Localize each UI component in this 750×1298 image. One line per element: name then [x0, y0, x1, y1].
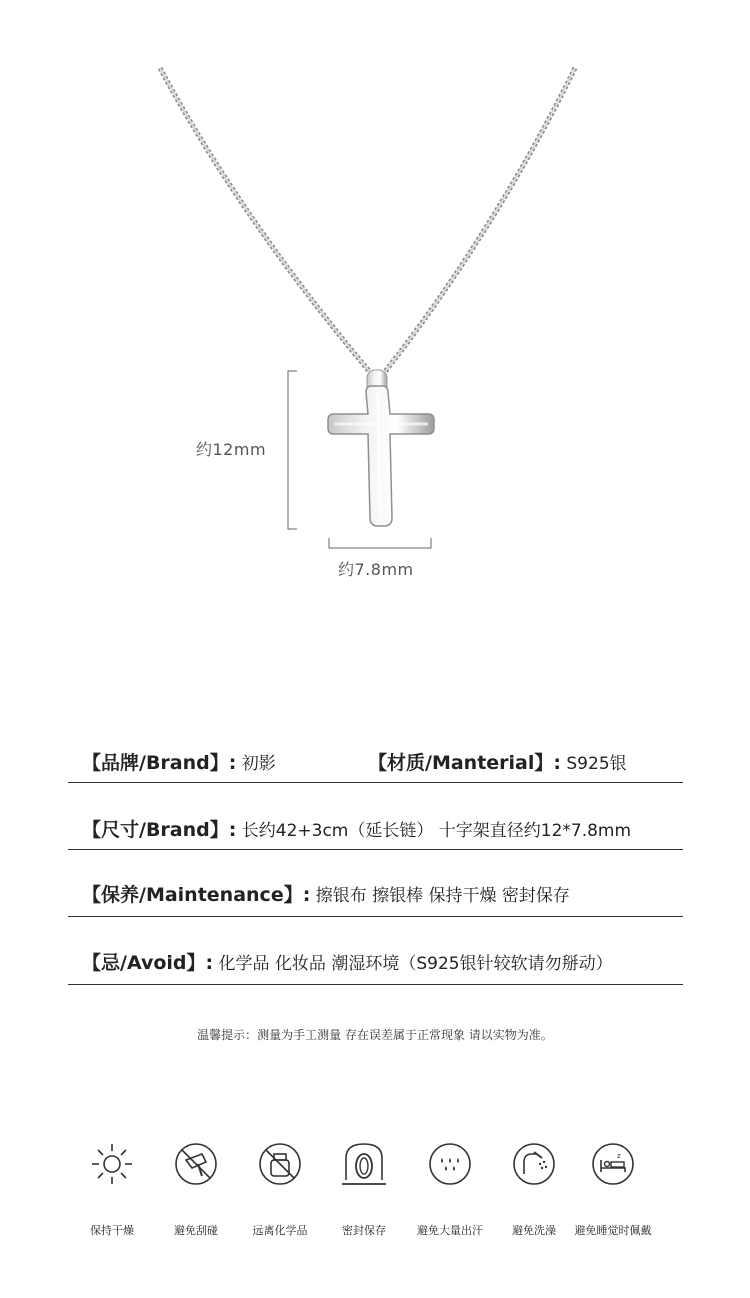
size-value: 长约42+3cm（延长链） 十字架直径约12*7.8mm	[241, 821, 632, 841]
care-label-no-sweat: 避免大量出汗	[417, 1224, 483, 1237]
care-label-no-chemical: 远离化学品	[252, 1224, 308, 1237]
no-chemical-icon	[256, 1140, 304, 1188]
care-label-sealed: 密封保存	[342, 1224, 386, 1237]
care-item-no-shower	[489, 1140, 579, 1238]
avoid-key: 【忌/Avoid】:	[82, 952, 214, 974]
care-item-no-sweat	[405, 1140, 495, 1238]
sleep-icon	[589, 1140, 637, 1188]
brand-key: 【品牌/Brand】:	[82, 752, 237, 774]
width-bracket	[329, 538, 431, 548]
care-item-dry	[67, 1140, 157, 1238]
shower-icon	[510, 1140, 558, 1188]
sealed-ring-icon	[340, 1140, 388, 1188]
height-bracket	[288, 371, 297, 529]
measurement-tip: 温馨提示：测量为手工测量 存在误差属于正常现象 请以实物为准。	[197, 1028, 553, 1042]
spec-row-avoid	[68, 918, 683, 985]
spec-row-maintenance	[68, 850, 683, 917]
height-dimension-label: 约12mm	[196, 440, 267, 459]
avoid-value: 化学品 化妆品 潮湿环境（S925银针较软请勿掰动）	[218, 954, 613, 974]
material-key: 【材质/Manterial】:	[368, 752, 561, 774]
care-label-no-sleep: 避免睡觉时佩戴	[574, 1224, 652, 1237]
necklace-chain	[160, 68, 575, 378]
product-photo	[0, 0, 750, 640]
maintenance-value: 擦银布 擦银棒 保持干燥 密封保存	[315, 886, 570, 906]
care-item-no-scratch	[151, 1140, 241, 1238]
spec-row-brand-material	[68, 716, 683, 783]
material-value: S925银	[566, 754, 627, 774]
spec-row-size	[68, 783, 683, 850]
brand-value: 初影	[241, 754, 276, 774]
care-label-no-shower: 避免洗澡	[512, 1224, 556, 1237]
cross-pendant	[328, 386, 434, 526]
sweat-icon	[426, 1140, 474, 1188]
maintenance-key: 【保养/Maintenance】:	[82, 884, 311, 906]
care-item-no-sleep	[568, 1140, 658, 1238]
size-key: 【尺寸/Brand】:	[82, 819, 237, 841]
care-item-sealed	[319, 1140, 409, 1238]
care-item-no-chemical	[235, 1140, 325, 1238]
svg-text:z: z	[617, 1152, 621, 1160]
care-label-dry: 保持干燥	[90, 1224, 134, 1237]
sun-icon	[88, 1140, 136, 1188]
width-dimension-label: 约7.8mm	[338, 560, 414, 579]
care-label-no-scratch: 避免刮碰	[174, 1224, 218, 1237]
no-scratch-icon	[172, 1140, 220, 1188]
